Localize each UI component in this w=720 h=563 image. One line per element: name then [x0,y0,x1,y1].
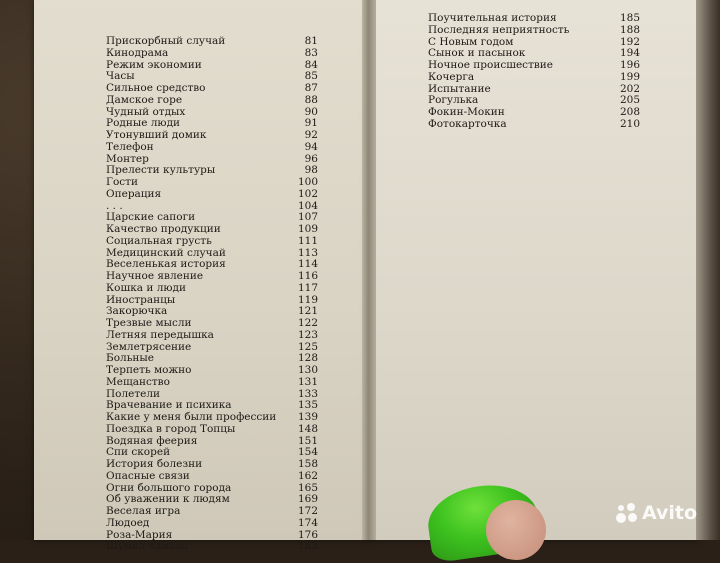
toc-entry-title: Веселая игра [106,505,181,517]
toc-entry [428,13,640,25]
toc-entry-title: Ночное происшествие [428,59,554,71]
toc-entry-title: Операция [106,187,162,200]
fingertip [486,500,546,560]
book-spine-gutter [362,0,376,540]
toc-entry-title: Кинодрама [106,46,169,59]
toc-entry-page-number: 128 [297,352,318,365]
toc-entry-page-number: 169 [297,493,318,506]
toc-entry-title: Шумел камыш [106,540,188,553]
toc-entry-title: Сынок и пасынок [428,47,526,60]
toc-entry-page-number: 102 [297,187,318,200]
toc-entry [106,365,318,377]
toc-entry-page-number: 91 [304,117,318,130]
toc-entry-title: Огни большого города [106,481,232,494]
toc-entry [106,506,318,518]
toc-entry-page-number: 84 [304,58,318,71]
toc-entry-title: Трезвые мысли [106,317,192,329]
toc-entry [106,142,318,154]
table-of-contents-left [106,36,318,553]
toc-entry-page-number: 92 [304,129,318,141]
toc-entry-page-number: 199 [619,70,640,83]
toc-entry-title: Людоед [106,516,150,529]
toc-entry-title: Телефон [106,140,154,153]
toc-entry [106,459,318,471]
toc-entry-title: Кошка и люди [106,281,186,294]
toc-entry-page-number: 116 [297,270,318,282]
avito-watermark [614,500,697,526]
toc-entry [106,48,318,60]
toc-entry-page-number: 196 [619,59,640,71]
toc-entry-title: Землетрясение [106,340,192,353]
toc-entry-page-number: 88 [304,93,318,106]
toc-entry [106,318,318,330]
toc-entry-title: Поучительная история [428,12,557,24]
toc-entry-page-number: 151 [297,434,318,447]
toc-entry-title: Медицинский случай [106,246,226,259]
toc-entry-title: . . . [106,199,123,212]
toc-entry-title: Иностранцы [106,293,176,306]
toc-entry-title: Фотокарточка [428,117,507,130]
toc-entry-page-number: 162 [297,469,318,482]
toc-entry-page-number: 122 [297,317,318,329]
toc-entry-page-number: 94 [304,140,318,153]
toc-entry-title: Водяная феерия [106,434,198,447]
toc-entry-title: Кочерга [428,70,475,83]
toc-entry-page-number: 183 [297,540,318,553]
toc-entry [106,518,318,530]
toc-entry-page-number: 148 [297,422,318,435]
toc-entry [106,177,318,189]
toc-entry-page-number: 133 [297,387,318,400]
toc-entry-title: С Новым годом [428,35,514,48]
toc-entry-title: Рогулька [428,94,479,107]
toc-entry-page-number: 123 [297,328,318,341]
toc-entry-page-number: 174 [297,516,318,529]
toc-entry-title: Фокин-Мокин [428,106,505,118]
toc-entry-title: Полетели [106,387,161,400]
toc-entry [106,236,318,248]
toc-entry-page-number: 81 [304,35,318,47]
toc-entry-title: Гости [106,176,138,188]
toc-entry-title: Больные [106,352,154,365]
toc-entry [428,72,640,84]
toc-entry-title: Поездка в город Топцы [106,422,236,435]
toc-entry-page-number: 85 [304,70,318,83]
toc-entry-page-number: 107 [297,211,318,224]
toc-entry [428,107,640,119]
toc-entry-page-number: 135 [297,399,318,412]
toc-entry-title: Веселенькая история [106,258,226,271]
toc-entry-title: Родные люди [106,117,181,130]
toc-entry-page-number: 87 [304,82,318,94]
page-edge-shadow [696,0,720,540]
toc-entry-title: Царские сапоги [106,211,196,224]
toc-entry-title: Дамское горе [106,93,183,106]
toc-entry-title: Летняя передышка [106,328,214,341]
toc-entry-page-number: 172 [297,505,318,517]
table-of-contents-right [428,13,640,131]
toc-entry-title: Какие у меня были профессии [106,411,277,423]
toc-entry-title: Об уважении к людям [106,493,230,506]
toc-entry-title: Сильное средство [106,82,206,94]
toc-entry-page-number: 119 [297,293,318,306]
toc-entry [106,130,318,142]
toc-entry-page-number: 121 [297,305,318,318]
toc-entry-title: Мещанство [106,375,170,388]
toc-entry-title: Закорючка [106,305,168,318]
toc-entry [106,83,318,95]
toc-entry [106,424,318,436]
toc-entry [106,471,318,483]
toc-entry [106,377,318,389]
toc-entry-title: Монтер [106,152,149,165]
toc-entry-page-number: 202 [619,82,640,95]
toc-entry-title: Испытание [428,82,491,95]
toc-entry-page-number: 154 [297,446,318,459]
toc-entry-title: Утонувший домик [106,129,207,141]
toc-entry-page-number: 158 [297,458,318,470]
toc-entry-page-number: 185 [619,12,640,24]
toc-entry-page-number: 130 [297,364,318,376]
toc-entry [106,95,318,107]
toc-entry-page-number: 131 [297,375,318,388]
toc-entry-title: Режим экономии [106,58,202,71]
toc-entry-page-number: 113 [297,246,318,259]
toc-entry-title: Врачевание и психика [106,399,232,412]
toc-entry-page-number: 139 [297,411,318,423]
toc-entry [106,189,318,201]
toc-entry [106,330,318,342]
toc-entry-page-number: 208 [619,106,640,118]
toc-entry-page-number: 109 [297,223,318,235]
toc-entry-title: Чудный отдых [106,105,186,118]
toc-entry [106,412,318,424]
toc-entry-title: Качество продукции [106,223,221,235]
toc-entry-title: Роза-Мария [106,528,173,541]
toc-entry [428,25,640,37]
toc-entry-page-number: 98 [304,164,318,177]
toc-entry-page-number: 176 [297,528,318,541]
toc-entry-title: Терпеть можно [106,364,192,376]
toc-entry [106,283,318,295]
toc-entry-page-number: 100 [297,176,318,188]
toc-entry-page-number: 83 [304,46,318,59]
toc-entry-page-number: 96 [304,152,318,165]
toc-entry-title: Прелести культуры [106,164,216,177]
toc-entry-page-number: 114 [297,258,318,271]
toc-entry-title: Часы [106,70,135,83]
toc-entry-title: Опасные связи [106,469,190,482]
toc-entry-title: Последняя неприятность [428,23,570,36]
toc-entry-page-number: 111 [297,234,318,247]
toc-entry [428,60,640,72]
toc-entry-page-number: 205 [619,94,640,107]
toc-entry [106,224,318,236]
toc-entry-page-number: 117 [297,281,318,294]
avito-watermark-text: Avito [642,502,698,524]
avito-dots-icon [614,501,638,525]
toc-entry-title: Научное явление [106,270,204,282]
toc-entry-page-number: 125 [297,340,318,353]
toc-entry [106,60,318,72]
toc-entry-page-number: 188 [619,23,640,36]
toc-entry [106,541,318,553]
toc-entry-title: Спи скорей [106,446,171,459]
toc-entry-page-number: 104 [297,199,318,212]
toc-entry-page-number: 90 [304,105,318,118]
toc-entry [106,36,318,48]
toc-entry-page-number: 210 [619,117,640,130]
toc-entry-page-number: 194 [619,47,640,60]
toc-entry-page-number: 165 [297,481,318,494]
toc-entry [106,271,318,283]
toc-entry-title: История болезни [106,458,203,470]
toc-entry-title: Прискорбный случай [106,35,226,47]
toc-entry-page-number: 192 [619,35,640,48]
toc-entry-title: Социальная грусть [106,234,212,247]
toc-entry [428,119,640,131]
